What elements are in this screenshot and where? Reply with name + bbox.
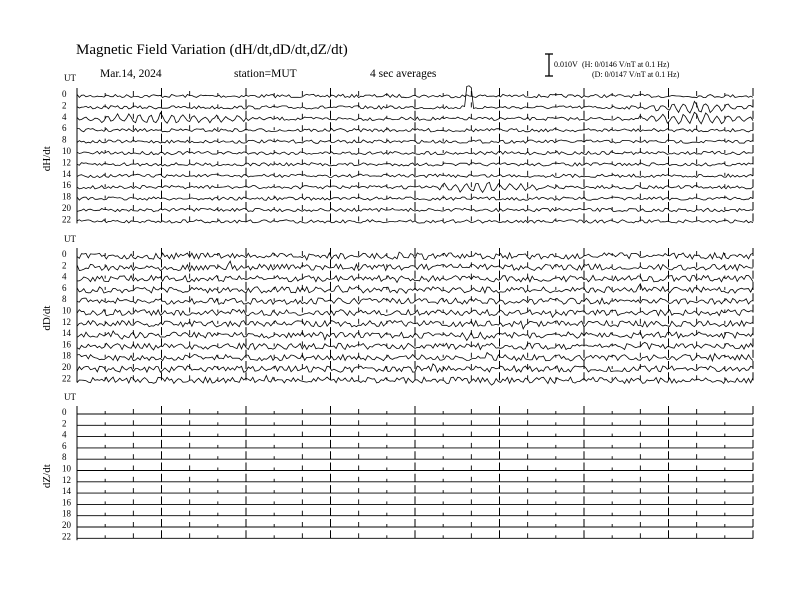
hour-label: 18	[62, 191, 71, 202]
date-label: Mar.14, 2024	[100, 68, 162, 80]
panel-label: dD/dt	[41, 305, 53, 331]
ut-label: UT	[64, 73, 76, 83]
station-label: station=MUT	[234, 68, 297, 80]
hour-label: 6	[62, 123, 67, 134]
hour-label: 4	[62, 429, 67, 440]
hour-label: 6	[62, 282, 67, 293]
hour-label: 8	[62, 294, 67, 305]
scale-value: 0.010V	[554, 60, 578, 69]
hour-label: 12	[62, 157, 71, 168]
hour-label: 2	[62, 418, 67, 429]
hour-label: 0	[62, 249, 67, 259]
hour-label: 22	[62, 373, 71, 384]
ut-label: UT	[64, 392, 76, 402]
scale-d-note: (D: 0/0147 V/nT at 0.1 Hz)	[592, 70, 680, 79]
hour-label: 2	[62, 260, 67, 271]
hour-label: 20	[62, 362, 71, 372]
hour-label: 10	[62, 463, 71, 474]
panel-label: dZ/dt	[41, 464, 53, 489]
hour-label: 20	[62, 203, 71, 213]
hour-label: 16	[62, 339, 71, 350]
hour-label: 0	[62, 89, 67, 99]
hour-label: 16	[62, 497, 71, 508]
scale-bar	[545, 54, 553, 76]
hour-label: 12	[62, 474, 71, 485]
hour-label: 16	[62, 180, 71, 191]
hour-label: 4	[62, 271, 67, 282]
panels-group	[41, 73, 753, 541]
hour-label: 0	[62, 407, 67, 417]
hour-label: 10	[62, 305, 71, 316]
scale-h-note: (H: 0/0146 V/nT at 0.1 Hz)	[582, 60, 670, 69]
hour-label: 8	[62, 452, 67, 463]
hour-label: 10	[62, 146, 71, 156]
hour-label: 14	[62, 486, 71, 497]
ut-label: UT	[64, 234, 76, 244]
hour-label: 18	[62, 350, 71, 361]
hour-label: 8	[62, 134, 67, 145]
hour-label: 14	[62, 328, 71, 339]
hour-label: 12	[62, 316, 71, 327]
panel-1	[41, 73, 753, 224]
hour-label: 18	[62, 508, 71, 519]
hour-label: 22	[62, 214, 71, 225]
hour-label: 14	[62, 168, 71, 179]
chart-title: Magnetic Field Variation (dH/dt,dD/dt,dZ/dt)	[76, 42, 348, 58]
panel-3	[41, 392, 753, 541]
averaging-label: 4 sec averages	[370, 68, 437, 80]
hour-label: 20	[62, 520, 71, 530]
hour-label: 6	[62, 440, 67, 451]
panel-label: dH/dt	[41, 146, 53, 172]
hour-label: 4	[62, 111, 67, 122]
hour-label: 22	[62, 531, 71, 542]
hour-label: 2	[62, 100, 67, 111]
panel-2	[41, 234, 753, 385]
